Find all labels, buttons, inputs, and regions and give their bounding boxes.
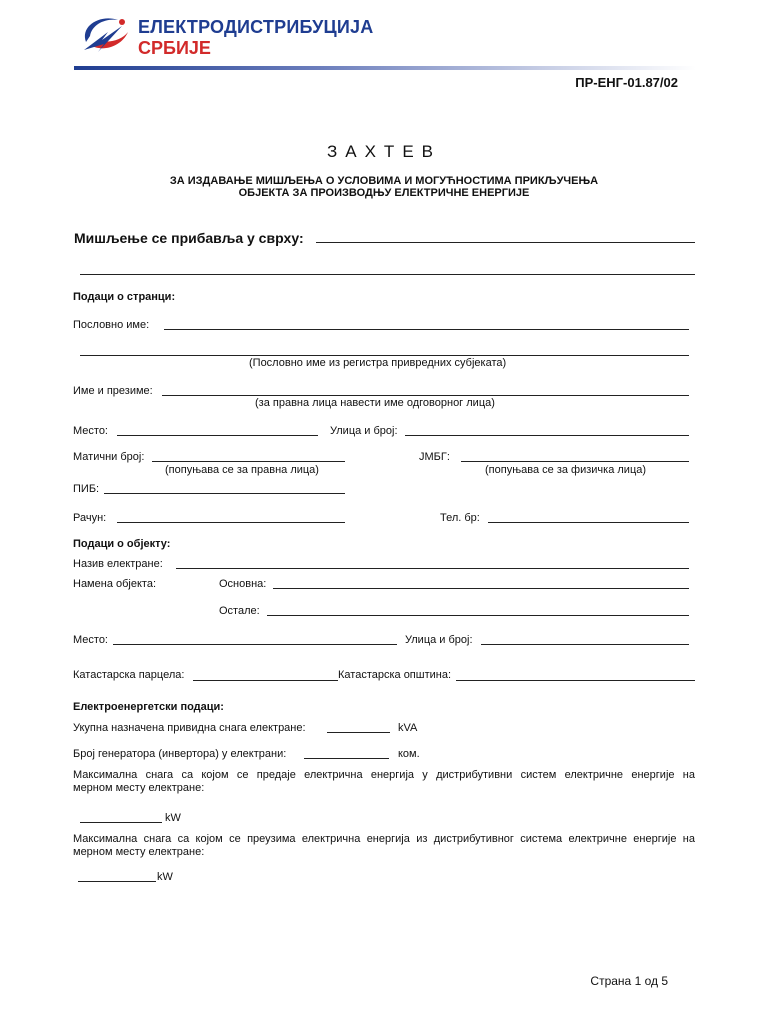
phone-label: Тел. бр: bbox=[440, 512, 480, 524]
total-power-unit: kVA bbox=[398, 722, 418, 734]
pib-label: ПИБ: bbox=[73, 483, 100, 495]
business-name-label: Пословно име: bbox=[73, 319, 150, 331]
party-section-heading: Подаци о странци: bbox=[73, 291, 176, 303]
facility-street-label: Улица и број: bbox=[405, 634, 473, 646]
business-name-field-line2[interactable] bbox=[80, 355, 689, 356]
facility-street-field[interactable] bbox=[481, 644, 689, 645]
page-subtitle-line1: ЗА ИЗДАВАЊЕ МИШЉЕЊА О УСЛОВИМА И МОГУЋНОСТИМА ПРИКЉУЧЕЊА bbox=[169, 175, 599, 187]
purpose-field-line2[interactable] bbox=[80, 274, 695, 275]
plant-name-label: Назив електране: bbox=[73, 558, 163, 570]
page-title: ЗАХТЕВ bbox=[326, 142, 441, 161]
main-purpose-label: Основна: bbox=[219, 578, 267, 590]
full-name-field[interactable] bbox=[162, 395, 689, 396]
total-power-label: Укупна назначена привидна снага електране: bbox=[73, 722, 306, 734]
generators-label: Број генератора (инвертора) у електрани: bbox=[73, 748, 287, 760]
other-purpose-label: Остале: bbox=[219, 605, 260, 617]
account-label: Рачун: bbox=[73, 512, 107, 524]
jmbg-label: ЈМБГ: bbox=[419, 451, 450, 463]
facility-section-heading: Подаци о објекту: bbox=[73, 538, 171, 550]
plant-name-field[interactable] bbox=[176, 568, 689, 569]
max-export-field[interactable] bbox=[80, 822, 162, 823]
total-power-field[interactable] bbox=[327, 732, 390, 733]
page-subtitle-line2: ОБЈЕКТА ЗА ПРОИЗВОДЊУ ЕЛЕКТРИЧНЕ ЕНЕРГИЈЕ bbox=[238, 187, 530, 199]
parcel-label: Катастарска парцела: bbox=[73, 669, 185, 681]
max-export-unit: kW bbox=[165, 812, 181, 824]
facility-place-label: Место: bbox=[73, 634, 108, 646]
municipality-field[interactable] bbox=[456, 680, 695, 681]
max-import-field[interactable] bbox=[78, 881, 156, 882]
max-import-unit: kW bbox=[157, 871, 173, 883]
party-street-field[interactable] bbox=[405, 435, 689, 436]
purpose-label: Мишљење се прибавља у сврху: bbox=[74, 230, 304, 246]
max-import-text-line2: мерном месту електране: bbox=[73, 846, 205, 858]
max-export-text-line2: мерном месту електране: bbox=[73, 782, 205, 794]
max-export-text-line1: Максимална снага са којом се предаје електрична енергија у дистрибутивни систем електричне енергије на bbox=[73, 769, 695, 781]
party-place-label: Место: bbox=[73, 425, 108, 437]
reg-number-field[interactable] bbox=[152, 461, 345, 462]
document-code: ПР-ЕНГ-01.87/02 bbox=[575, 75, 678, 90]
full-name-hint: (за правна лица навести име одговорног лица) bbox=[255, 397, 495, 409]
edsrb-logo-icon bbox=[78, 12, 132, 58]
other-purpose-field[interactable] bbox=[267, 615, 689, 616]
account-field[interactable] bbox=[117, 522, 345, 523]
generators-unit: ком. bbox=[398, 748, 420, 760]
generators-field[interactable] bbox=[304, 758, 389, 759]
business-name-hint: (Пословно име из регистра привредних субјеката) bbox=[249, 357, 507, 369]
party-street-label: Улица и број: bbox=[330, 425, 398, 437]
reg-number-label: Матични број: bbox=[73, 451, 145, 463]
pib-field[interactable] bbox=[104, 493, 345, 494]
facility-purpose-label: Намена објекта: bbox=[73, 578, 156, 590]
full-name-label: Име и презиме: bbox=[73, 385, 153, 397]
party-place-field[interactable] bbox=[117, 435, 318, 436]
business-name-field[interactable] bbox=[164, 329, 689, 330]
purpose-field-line1[interactable] bbox=[316, 242, 695, 243]
energy-section-heading: Електроенергетски подаци: bbox=[73, 701, 224, 713]
reg-number-hint: (попуњава се за правна лица) bbox=[165, 464, 319, 476]
parcel-field[interactable] bbox=[193, 680, 338, 681]
jmbg-hint: (попуњава се за физичка лица) bbox=[485, 464, 647, 476]
company-name: ЕЛЕКТРОДИСТРИБУЦИЈА bbox=[138, 17, 374, 37]
facility-place-field[interactable] bbox=[113, 644, 397, 645]
company-name-country: СРБИЈЕ bbox=[138, 38, 211, 58]
page-number: Страна 1 од 5 bbox=[590, 974, 668, 988]
max-import-text-line1: Максимална снага са којом се преузима електрична енергија из дистрибутивног система електричне енергије на bbox=[73, 833, 695, 845]
municipality-label: Катастарска општина: bbox=[338, 669, 452, 681]
header-divider bbox=[74, 66, 696, 70]
main-purpose-field[interactable] bbox=[273, 588, 689, 589]
phone-field[interactable] bbox=[488, 522, 689, 523]
jmbg-field[interactable] bbox=[461, 461, 689, 462]
